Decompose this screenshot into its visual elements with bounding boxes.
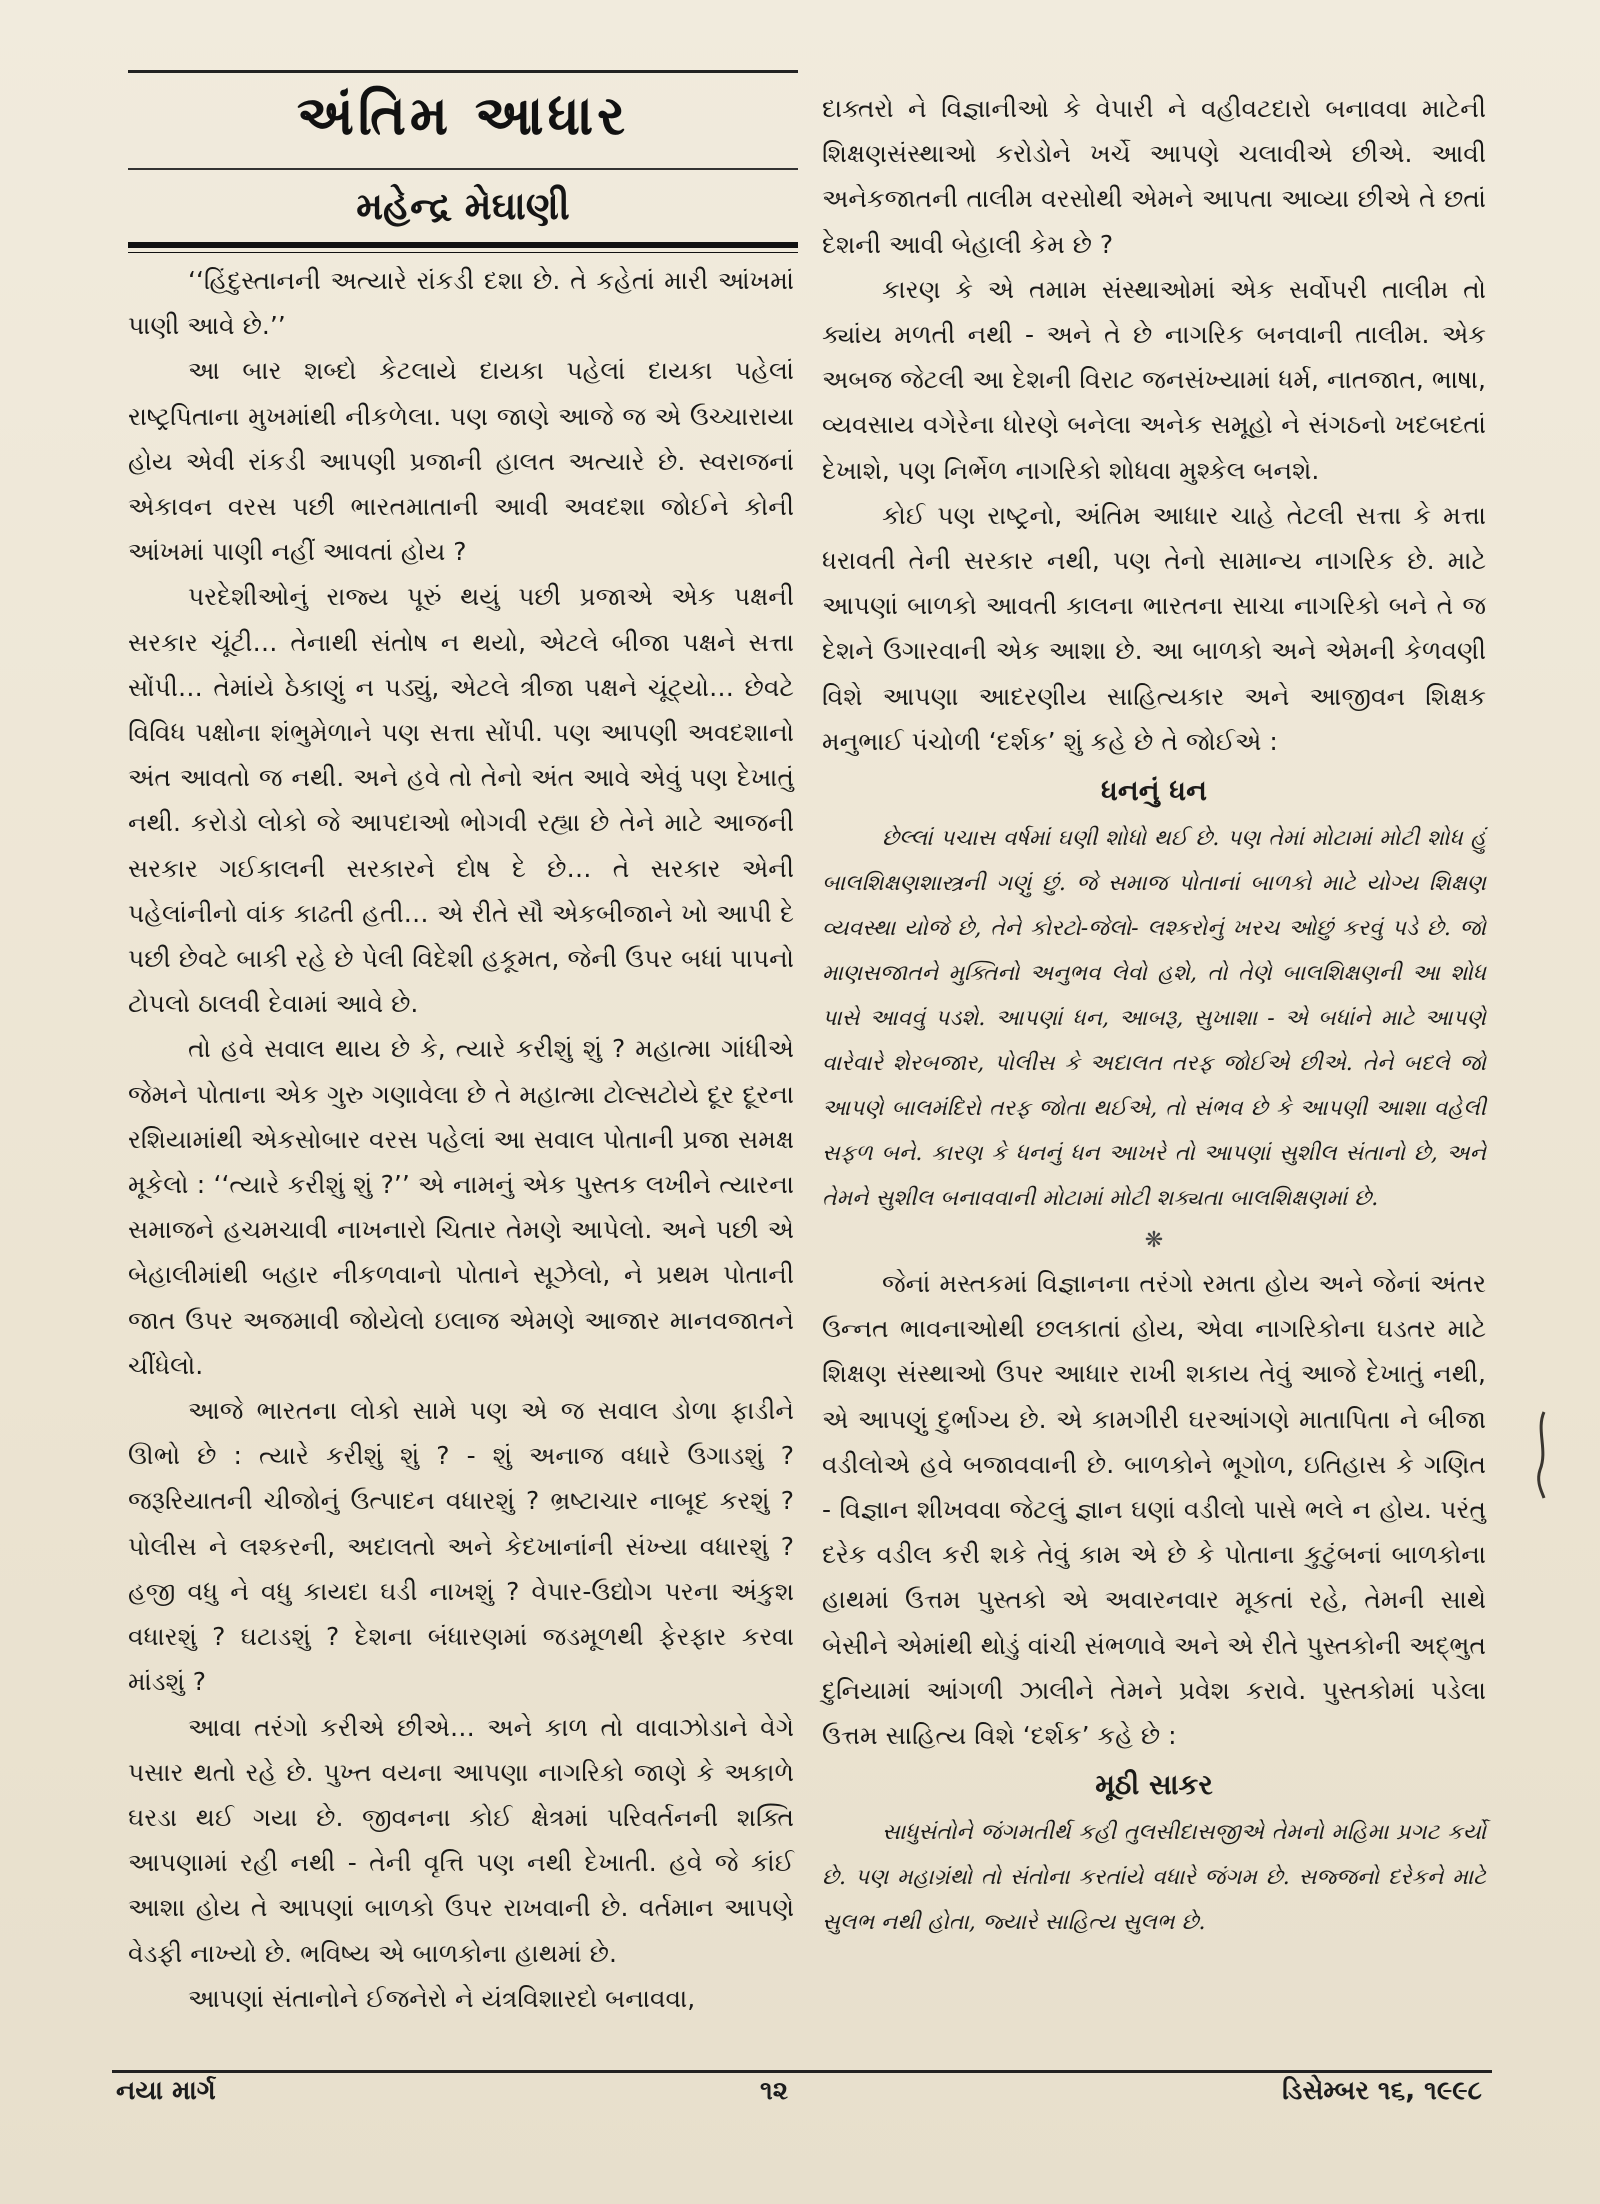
paragraph: જેનાં મસ્તકમાં વિજ્ઞાનના તરંગો રમતા હોય અને જેનાં અંતર ઉન્નત ભાવનાઓથી છલકાતાં હોય, એવા નાગરિકોના ઘડતર માટે શિક્ષણ સંસ્થાઓ ઉપર આધાર રાખી શકાય તેવું આજે દેખાતું નથી, એ આપણું દુર્ભાગ્ય છે. એ કામગીરી ઘરઆંગણે માતાપિતા ને બીજા વડીલોએ હવે બજાવવાની છે. બાળકોને ભૂગોળ, ઇતિહાસ કે ગણિત - વિજ્ઞાન શીખવવા જેટલું જ્ઞાન ઘણાં વડીલો પાસે ભલે ન હોય. પરંતુ દરેક વડીલ કરી શકે તેવું કામ એ છે કે પોતાના કુટુંબનાં બાળકોના હાથમાં ઉત્તમ પુસ્તકો એ અવારનવાર મૂકતાં રહે, તેમની સાથે બેસીને એમાંથી થોડું વાંચી સંભળાવે અને એ રીતે પુસ્તકોની અદ્‌ભુત દુનિયામાં આંગળી ઝાલીને તેમને પ્રવેશ કરાવે. પુસ્તકોમાં પડેલા ઉત્તમ સાહિત્ય વિશે ‘દર્શક’ કહે છે :	[822, 1269, 1486, 1751]
paragraph: ‘‘હિંદુસ્તાનની અત્યારે રાંકડી દશા છે. તે કહેતાં મારી આંખમાં પાણી આવે છે.’’	[128, 266, 794, 341]
author-thin-rule	[128, 252, 798, 253]
paragraph: આજે ભારતના લોકો સામે પણ એ જ સવાલ ડોળા ફાડીને ઊભો છે : ત્યારે કરીશું શું ? - શું અનાજ વધારે ઉગાડશું ? જરૂરિયાતની ચીજોનું ઉત્પાદન વધારશું ? ભ્રષ્ટાચાર નાબૂદ કરશું ? પોલીસ ને લશ્કરની, અદાલતો અને કેદખાનાંની સંખ્યા વધારશું ? હજી વધુ ને વધુ કાયદા ઘડી નાખશું ? વેપાર-ઉદ્યોગ પરના અંકુશ વધારશું ? ઘટાડશું ? દેશના બંધારણમાં જડમૂળથી ફેરફાર કરવા માંડશું ?	[128, 1396, 794, 1697]
paragraph: કોઈ પણ રાષ્ટ્રનો, અંતિમ આધાર ચાહે તેટલી સત્તા કે મત્તા ધરાવતી તેની સરકાર નથી, પણ તેનો સામાન્ય નાગરિક છે. માટે આપણાં બાળકો આવતી કાલના ભારતના સાચા નાગરિકો બને તે જ દેશને ઉગારવાની એક આશા છે. આ બાળકો અને એમની કેળવણી વિશે આપણા આદરણીય સાહિત્યકાર અને આજીવન શિક્ષક મનુભાઈ પંચોળી ‘દર્શક’ શું કહે છે તે જોઈએ :	[822, 500, 1486, 756]
subheading-dhannu-dhan: ધનનું ધન	[1101, 774, 1207, 808]
article-title: અંતિમ આધાર	[296, 84, 630, 147]
quote-block: સાધુસંતોને જંગમતીર્થ કહી તુલસીદાસજીએ તેમનો મહિમા પ્રગટ કર્યો છે. પણ મહાગ્રંથો તો સંતોના કરતાંયે વધારે જંગમ છે. સજ્જનો દરેકને માટે સુલભ નથી હોતા, જ્યારે સાહિત્ય સુલભ છે.	[822, 1820, 1486, 1936]
footer-date: ડિસેમ્બર ૧૬, ૧૯૯૮	[1282, 2076, 1482, 2106]
subheading-muthi-sakar: મૂઠી સાકર	[1095, 1768, 1213, 1802]
paper-tear-mark-icon	[1532, 1410, 1552, 1500]
paragraph: દાક્તરો ને વિજ્ઞાનીઓ કે વેપારી ને વહીવટદારો બનાવવા માટેની શિક્ષણસંસ્થાઓ કરોડોને ખર્ચે આપણે ચલાવીએ છીએ. આવી અનેકજાતની તાલીમ વરસોથી એમને આપતા આવ્યા છીએ તે છતાં દેશની આવી બેહાલી કેમ છે ?	[822, 94, 1486, 259]
footer-page-number: ૧૨	[760, 2076, 789, 2106]
author-thick-rule	[128, 242, 798, 248]
paragraph: આ બાર શબ્દો કેટલાયે દાયકા પહેલાં દાયકા પહેલાં રાષ્ટ્રપિતાના મુખમાંથી નીકળેલા. પણ જાણે આજે જ એ ઉચ્ચારાયા હોય એવી રાંકડી આપણી પ્રજાની હાલત અત્યારે છે. સ્વરાજનાં એકાવન વરસ પછી ભારતમાતાની આવી અવદશા જોઈને કોની આંખમાં પાણી નહીં આવતાં હોય ?	[128, 356, 794, 567]
footer-publication: નયા માર્ગ	[116, 2076, 216, 2106]
paragraph: કારણ કે એ તમામ સંસ્થાઓમાં એક સર્વોપરી તાલીમ તો ક્યાંય મળતી નથી - અને તે છે નાગરિક બનવાની તાલીમ. એક અબજ જેટલી આ દેશની વિરાટ જનસંખ્યામાં ધર્મ, નાતજાત, ભાષા, વ્યવસાય વગેરેના ધોરણે બનેલા અનેક સમૂહો ને સંગઠનો ખદબદતાં દેખાશે, પણ નિર્ભેળ નાગરિકો શોધવા મુશ્કેલ બનશે.	[822, 274, 1486, 485]
paragraph: તો હવે સવાલ થાય છે કે, ત્યારે કરીશું શું ? મહાત્મા ગાંધીએ જેમને પોતાના એક ગુરુ ગણાવેલા છે તે મહાત્મા ટોલ્સટોયે દૂર દૂરના રશિયામાંથી એકસોબાર વરસ પહેલાં આ સવાલ પોતાની પ્રજા સમક્ષ મૂકેલો : ‘‘ત્યારે કરીશું શું ?’’ એ નામનું એક પુસ્તક લખીને ત્યારના સમાજને હચમચાવી નાખનારો ચિતાર તેમણે આપેલો. અને પછી એ બેહાલીમાંથી બહાર નીકળવાનો પોતાને સૂઝેલો, ને પ્રથમ પોતાની જાત ઉપર અજમાવી જોયેલો ઇલાજ એમણે આજાર માનવજાતને ચીંધેલો.	[128, 1034, 794, 1380]
footer-rule	[112, 2070, 1492, 2073]
article-author: મહેન્દ્ર મેઘાણી	[356, 184, 570, 228]
paragraph: આવા તરંગો કરીએ છીએ… અને કાળ તો વાવાઝોડાને વેગે પસાર થતો રહે છે. પુખ્ત વયના આપણા નાગરિકો જાણે કે અકાળે ઘરડા થઈ ગયા છે. જીવનના કોઈ ક્ષેત્રમાં પરિવર્તનની શક્તિ આપણામાં રહી નથી - તેની વૃત્તિ પણ નથી દેખાતી. હવે જે કાંઈ આશા હોય તે આપણાં બાળકો ઉપર રાખવાની છે. વર્તમાન આપણે વેડફી નાખ્યો છે. ભવિષ્ય એ બાળકોના હાથમાં છે.	[128, 1712, 794, 1968]
ornament-divider-icon: ❋	[1144, 1228, 1164, 1254]
paragraph: આપણાં સંતાનોને ઈજનેરો ને યંત્રવિશારદો બનાવવા,	[188, 1983, 696, 2013]
title-bottom-rule	[128, 168, 798, 170]
title-top-rule	[128, 70, 798, 73]
paragraph: પરદેશીઓનું રાજ્ય પૂરું થયું પછી પ્રજાએ એક પક્ષની સરકાર ચૂંટી… તેનાથી સંતોષ ન થયો, એટલે બીજા પક્ષને સત્તા સોંપી… તેમાંયે ઠેકાણું ન પડ્યું, એટલે ત્રીજા પક્ષને ચૂંટ્યો… છેવટે વિવિધ પક્ષોના શંભુમેળાને પણ સત્તા સોંપી. પણ આપણી અવદશાનો અંત આવતો જ નથી. અને હવે તો તેનો અંત આવે એવું પણ દેખાતું નથી. કરોડો લોકો જે આપદાઓ ભોગવી રહ્યા છે તેને માટે આજની સરકાર ગઈકાલની સરકારને દોષ દે છે… તે સરકાર એની પહેલાંનીનો વાંક કાઢતી હતી… એ રીતે સૌ એકબીજાને ખો આપી દે પછી છેવટે બાકી રહે છે પેલી વિદેશી હકૂમત, જેની ઉપર બધાં પાપનો ટોપલો ઠાલવી દેવામાં આવે છે.	[128, 582, 794, 1019]
right-column	[822, 86, 1486, 1945]
left-column	[128, 258, 794, 2021]
quote-block: છેલ્લાં પચાસ વર્ષમાં ઘણી શોધો થઈ છે. પણ તેમાં મોટામાં મોટી શોધ હું બાલશિક્ષણશાસ્ત્રની ગણું છું. જે સમાજ પોતાનાં બાળકો માટે યોગ્ય શિક્ષણ વ્યવસ્થા યોજે છે, તેને કોરટો-જેલો- લશ્કરોનું ખરચ ઓછું કરવું પડે છે. જો માણસજાતને મુક્તિનો અનુભવ લેવો હશે, તો તેણે બાલશિક્ષણની આ શોધ પાસે આવવું પડશે. આપણાં ધન, આબરૂ, સુખાશા - એ બધાંને માટે આપણે વારેવારે શેરબજાર, પોલીસ કે અદાલત તરફ જોઈએ છીએ. તેને બદલે જો આપણે બાલમંદિરો તરફ જોતા થઈએ, તો સંભવ છે કે આપણી આશા વહેલી સફળ બને. કારણ કે ધનનું ધન આખરે તો આપણાં સુશીલ સંતાનો છે, અને તેમને સુશીલ બનાવવાની મોટામાં મોટી શક્યતા બાલશિક્ષણમાં છે.	[822, 826, 1486, 1212]
